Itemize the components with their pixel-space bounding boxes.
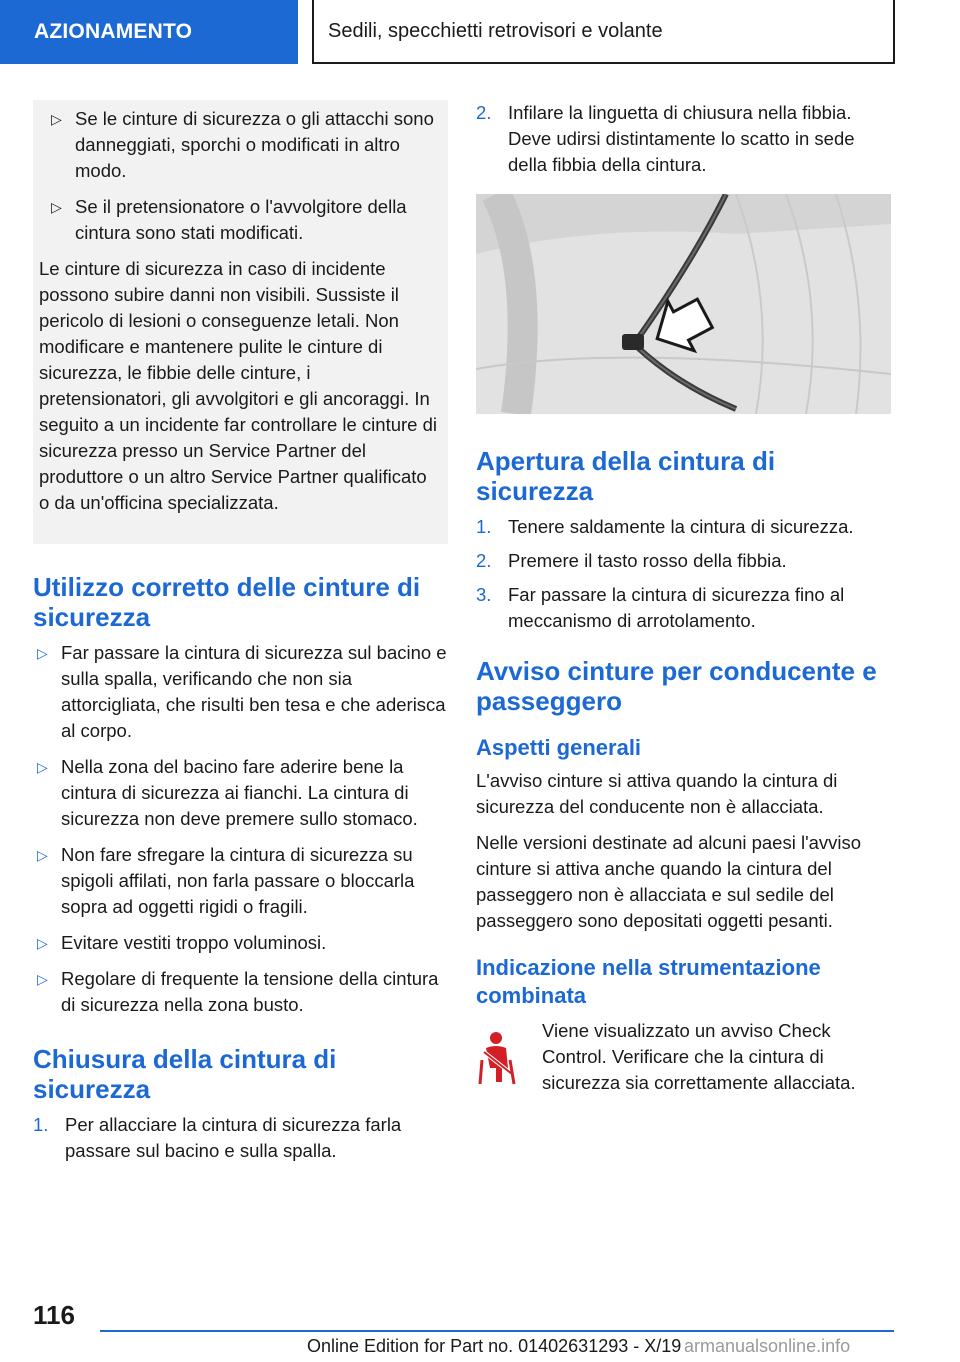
use-bullet (33, 930, 448, 956)
note-bullet (39, 106, 448, 184)
heading-warning: Avviso cinture per conducente e passeggero (476, 656, 877, 716)
triangle-bullet-icon: ▷ (37, 971, 48, 987)
use-bullet-text: Far passare la cintura di sicurezza sul bacino e sulla spalla, verificando che non sia attorcigliata, che risulti ben tesa e che aderisca al corpo. (61, 642, 447, 741)
use-bullet (33, 754, 448, 832)
triangle-bullet-icon: ▷ (37, 847, 48, 863)
check-control-text: Viene visualizzato un avviso Check Control. Verificare che la cintura di sicurezza sia correttamente allacciata. (542, 1020, 856, 1093)
step-number: 2. (476, 550, 492, 571)
use-bullet-text: Non fare sfregare la cintura di sicurezza su spigoli affilati, non farla passare o bloccarla sopra ad oggetti rigidi o fragili. (61, 844, 415, 917)
step-number: 2. (476, 102, 492, 123)
section-tab (0, 0, 298, 64)
chapter-header (312, 0, 895, 64)
section-title: AZIONAMENTO (34, 20, 193, 43)
triangle-bullet-icon: ▷ (51, 199, 62, 215)
triangle-bullet-icon: ▷ (37, 759, 48, 775)
use-bullet-text: Regolare di frequente la tensione della cintura di sicurezza nella zona busto. (61, 968, 439, 1015)
open-step (476, 582, 891, 634)
triangle-bullet-icon: ▷ (51, 111, 62, 127)
heading-open: Apertura della cintura di sicurezza (476, 446, 776, 506)
note-paragraph: Le cinture di sicurezza in caso di incidente possono subire danni non visibili. Sussiste il pericolo di lesioni o conseguenze letali. Non modificare e mantenere pulite le cinture di sicurezza, le fibbie delle cinture, i pretensionatori, gli avvolgitori e gli ancoraggi. In seguito a un incidente far controllare le cinture di sicurezza presso un Service Partner del produttore o un altro Service Partner qualificato o da un'officina specializzata. (39, 258, 437, 513)
note-bullet (39, 194, 448, 246)
heading-general: Aspetti generali (476, 735, 642, 760)
use-bullet-text: Evitare vestiti troppo voluminosi. (61, 932, 327, 953)
step-number: 3. (476, 584, 492, 605)
triangle-bullet-icon: ▷ (37, 645, 48, 661)
heading-display: Indicazione nella strumentazione combinata (476, 955, 821, 1008)
general-paragraph-2: Nelle versioni destinate ad alcuni paesi l'avviso cinture si attiva anche quando la cintura del passeggero non è allacciata e sul sedile del passeggero sono depositati oggetti pesanti. (476, 832, 862, 931)
left-column (33, 100, 448, 1172)
step-text: Far passare la cintura di sicurezza fino al meccanismo di arrotolamento. (508, 584, 845, 631)
note-bullet-text: Se il pretensionatore o l'avvolgitore della cintura sono stati modificati. (75, 196, 407, 243)
use-bullet (33, 966, 448, 1018)
step-text: Per allacciare la cintura di sicurezza farla passare sul bacino e sulla spalla. (65, 1114, 402, 1161)
close-step (476, 100, 891, 178)
note-bullet-text: Se le cinture di sicurezza o gli attacchi sono danneggiati, sporchi o modificati in altro modo. (75, 108, 434, 181)
use-bullet (33, 842, 448, 920)
heading-close: Chiusura della cintura di sicurezza (33, 1044, 337, 1104)
open-step (476, 548, 891, 574)
warning-note-box (33, 100, 448, 544)
step-number: 1. (476, 516, 492, 537)
close-step (33, 1112, 448, 1164)
watermark: armanualsonline.info (684, 1336, 851, 1356)
edition-text: Online Edition for Part no. 01402631293 - X/19 (307, 1336, 682, 1356)
triangle-bullet-icon: ▷ (37, 935, 48, 951)
use-bullet-text: Nella zona del bacino fare aderire bene la cintura di sicurezza ai fianchi. La cintura di sicurezza non deve premere sullo stomaco. (61, 756, 418, 829)
chapter-title: Sedili, specchietti retrovisori e volante (328, 19, 663, 42)
step-number: 1. (33, 1114, 49, 1135)
heading-use: Utilizzo corretto delle cinture di sicurezza (33, 572, 421, 632)
step-text: Tenere saldamente la cintura di sicurezza. (508, 516, 854, 537)
page-number: 116 (33, 1300, 75, 1330)
step-text: Infilare la linguetta di chiusura nella fibbia. Deve udirsi distintamente lo scatto in sede della fibbia della cintura. (508, 102, 855, 175)
footer-divider (100, 1330, 894, 1332)
seatbelt-warning-icon (476, 1018, 536, 1091)
check-control-row (476, 1018, 891, 1096)
open-step (476, 514, 891, 540)
use-bullet (33, 640, 448, 744)
right-column (476, 100, 891, 1096)
general-paragraph-1: L'avviso cinture si attiva quando la cintura di sicurezza del conducente non è allacciata. (476, 770, 838, 817)
step-text: Premere il tasto rosso della fibbia. (508, 550, 787, 571)
seatbelt-buckle-illustration (476, 194, 891, 414)
